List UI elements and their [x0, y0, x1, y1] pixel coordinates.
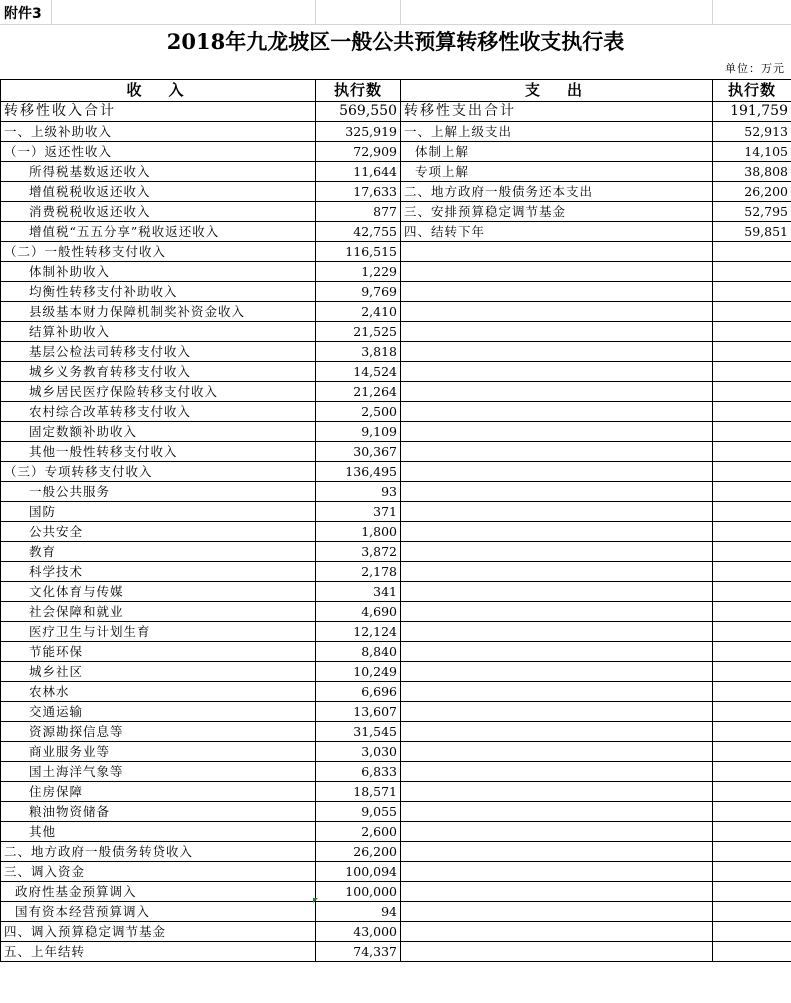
expense-amount-cell[interactable]	[713, 822, 791, 842]
table-row	[1, 802, 791, 822]
income-item-cell[interactable]: 商业服务业等	[1, 742, 316, 762]
income-amount-cell[interactable]: 42,755	[316, 222, 401, 242]
expense-amount-cell[interactable]	[713, 942, 791, 962]
income-amount-cell[interactable]: 136,495	[316, 462, 401, 482]
header-gridline-v1	[51, 0, 52, 24]
expense-item-cell[interactable]: 二、地方政府一般债务还本支出	[401, 182, 713, 202]
income-item-cell[interactable]: 科学技术	[1, 562, 316, 582]
expense-item-cell[interactable]: 转移性支出合计	[401, 102, 713, 122]
income-amount-cell[interactable]: 1,800	[316, 522, 401, 542]
income-amount-cell[interactable]: 6,696	[316, 682, 401, 702]
income-item-cell[interactable]: 国防	[1, 502, 316, 522]
income-amount-cell[interactable]: 21,264	[316, 382, 401, 402]
expense-header: 支 出	[401, 80, 713, 102]
expense-amount-cell[interactable]	[713, 502, 791, 522]
table-row	[1, 862, 791, 882]
expense-amount-cell[interactable]	[713, 282, 791, 302]
page-title: 2018年九龙坡区一般公共预算转移性收支执行表	[166, 29, 625, 54]
income-amount-cell[interactable]: 1,229	[316, 262, 401, 282]
table-row	[1, 222, 791, 242]
expense-amount-cell[interactable]	[713, 242, 791, 262]
expense-amount-cell[interactable]	[713, 682, 791, 702]
income-item-cell[interactable]: 所得税基数返还收入	[1, 162, 316, 182]
table-row	[1, 142, 791, 162]
expense-item-cell[interactable]	[401, 702, 713, 722]
table-row	[1, 122, 791, 142]
table-row	[1, 782, 791, 802]
table-row	[1, 742, 791, 762]
income-item-cell[interactable]: 国土海洋气象等	[1, 762, 316, 782]
expense-item-cell[interactable]	[401, 322, 713, 342]
cell-comment-marker	[313, 898, 318, 903]
expense-item-cell[interactable]	[401, 302, 713, 322]
income-item-cell[interactable]: （二）一般性转移支付收入	[1, 242, 316, 262]
income-amount-cell[interactable]: 6,833	[316, 762, 401, 782]
income-item-cell[interactable]: 城乡义务教育转移支付收入	[1, 362, 316, 382]
income-item-cell[interactable]: 四、调入预算稳定调节基金	[1, 922, 316, 942]
expense-item-cell[interactable]	[401, 582, 713, 602]
table-row	[1, 462, 791, 482]
income-amount-cell[interactable]: 3,872	[316, 542, 401, 562]
income-amount-cell[interactable]: 13,607	[316, 702, 401, 722]
table-row	[1, 242, 791, 262]
income-amount-cell[interactable]: 72,909	[316, 142, 401, 162]
income-item-cell[interactable]: 城乡社区	[1, 662, 316, 682]
table-row	[1, 662, 791, 682]
header-gridline-v2	[315, 0, 316, 24]
table-row	[1, 562, 791, 582]
income-item-cell[interactable]: 住房保障	[1, 782, 316, 802]
table-row	[1, 162, 791, 182]
expense-amount-cell[interactable]	[713, 842, 791, 862]
income-item-cell[interactable]: 体制补助收入	[1, 262, 316, 282]
expense-amount-cell[interactable]	[713, 342, 791, 362]
expense-item-cell[interactable]	[401, 742, 713, 762]
expense-item-cell[interactable]	[401, 782, 713, 802]
income-amount-cell[interactable]: 10,249	[316, 662, 401, 682]
income-item-cell[interactable]: 公共安全	[1, 522, 316, 542]
table-row	[1, 382, 791, 402]
table-row	[1, 842, 791, 862]
income-amount-cell[interactable]: 116,515	[316, 242, 401, 262]
income-item-cell[interactable]: 二、地方政府一般债务转贷收入	[1, 842, 316, 862]
income-item-cell[interactable]: 一般公共服务	[1, 482, 316, 502]
expense-amount-cell[interactable]	[713, 362, 791, 382]
income-amount-cell[interactable]: 3,030	[316, 742, 401, 762]
income-amount-header: 执行数	[316, 80, 401, 102]
expense-amount-cell[interactable]	[713, 322, 791, 342]
table-row	[1, 402, 791, 422]
income-amount-cell[interactable]: 2,410	[316, 302, 401, 322]
income-item-cell[interactable]: 节能环保	[1, 642, 316, 662]
income-amount-cell[interactable]: 93	[316, 482, 401, 502]
expense-amount-cell[interactable]	[713, 302, 791, 322]
income-amount-cell[interactable]: 31,545	[316, 722, 401, 742]
income-amount-cell[interactable]: 26,200	[316, 842, 401, 862]
income-item-cell[interactable]: 城乡居民医疗保险转移支付收入	[1, 382, 316, 402]
income-item-cell[interactable]: 结算补助收入	[1, 322, 316, 342]
table-row	[1, 942, 791, 962]
header-gridline	[0, 24, 791, 25]
expense-item-cell[interactable]: 一、上解上级支出	[401, 122, 713, 142]
income-item-cell[interactable]: 其他一般性转移支付收入	[1, 442, 316, 462]
income-item-cell[interactable]: 一、上级补助收入	[1, 122, 316, 142]
income-item-cell[interactable]: 三、调入资金	[1, 862, 316, 882]
expense-item-cell[interactable]	[401, 242, 713, 262]
expense-amount-cell[interactable]	[713, 422, 791, 442]
expense-amount-cell[interactable]: 59,851	[713, 222, 791, 242]
income-item-cell[interactable]: 粮油物资储备	[1, 802, 316, 822]
income-amount-cell[interactable]: 14,524	[316, 362, 401, 382]
expense-amount-cell[interactable]	[713, 482, 791, 502]
expense-item-cell[interactable]	[401, 722, 713, 742]
expense-item-cell[interactable]	[401, 482, 713, 502]
expense-amount-cell[interactable]	[713, 582, 791, 602]
income-item-cell[interactable]: 文化体育与传媒	[1, 582, 316, 602]
expense-amount-cell[interactable]	[713, 862, 791, 882]
income-item-cell[interactable]: 社会保障和就业	[1, 602, 316, 622]
table-row	[1, 322, 791, 342]
income-amount-cell[interactable]: 30,367	[316, 442, 401, 462]
table-row	[1, 262, 791, 282]
income-amount-cell[interactable]: 9,055	[316, 802, 401, 822]
expense-amount-cell[interactable]	[713, 802, 791, 822]
table-row	[1, 922, 791, 942]
expense-amount-header: 执行数	[713, 80, 791, 102]
income-amount-cell[interactable]: 100,094	[316, 862, 401, 882]
expense-item-cell[interactable]	[401, 822, 713, 842]
expense-amount-cell[interactable]	[713, 742, 791, 762]
expense-item-cell[interactable]	[401, 602, 713, 622]
expense-amount-cell[interactable]	[713, 562, 791, 582]
expense-amount-cell[interactable]	[713, 542, 791, 562]
expense-item-cell[interactable]: 体制上解	[401, 142, 713, 162]
income-amount-cell[interactable]: 100,000	[316, 882, 401, 902]
header-gridline-v3	[400, 0, 401, 24]
table-row	[1, 602, 791, 622]
expense-item-cell[interactable]	[401, 642, 713, 662]
expense-amount-cell[interactable]	[713, 722, 791, 742]
income-amount-cell[interactable]: 2,600	[316, 822, 401, 842]
income-amount-cell[interactable]: 877	[316, 202, 401, 222]
income-amount-cell[interactable]: 3,818	[316, 342, 401, 362]
table-row	[1, 582, 791, 602]
income-item-cell[interactable]: 五、上年结转	[1, 942, 316, 962]
income-item-cell[interactable]: 农林水	[1, 682, 316, 702]
expense-item-cell[interactable]	[401, 842, 713, 862]
income-amount-cell[interactable]: 12,124	[316, 622, 401, 642]
expense-amount-cell[interactable]	[713, 262, 791, 282]
income-amount-cell[interactable]: 11,644	[316, 162, 401, 182]
income-item-cell[interactable]: 增值税税收返还收入	[1, 182, 316, 202]
expense-item-cell[interactable]	[401, 682, 713, 702]
expense-amount-cell[interactable]	[713, 602, 791, 622]
table-row	[1, 482, 791, 502]
expense-amount-cell[interactable]	[713, 662, 791, 682]
table-row	[1, 542, 791, 562]
income-amount-cell[interactable]: 4,690	[316, 602, 401, 622]
expense-item-cell[interactable]	[401, 942, 713, 962]
income-amount-cell[interactable]: 9,109	[316, 422, 401, 442]
expense-item-cell[interactable]	[401, 342, 713, 362]
expense-amount-cell[interactable]	[713, 442, 791, 462]
income-item-cell[interactable]: 其他	[1, 822, 316, 842]
table-row	[1, 342, 791, 362]
expense-item-cell[interactable]	[401, 542, 713, 562]
table-header-row	[1, 80, 791, 102]
income-item-cell[interactable]: 转移性收入合计	[1, 102, 316, 122]
expense-item-cell[interactable]	[401, 882, 713, 902]
expense-amount-cell[interactable]: 38,808	[713, 162, 791, 182]
expense-amount-cell[interactable]	[713, 522, 791, 542]
income-item-cell[interactable]: 政府性基金预算调入	[1, 882, 316, 902]
expense-amount-cell[interactable]: 52,913	[713, 122, 791, 142]
expense-amount-cell[interactable]	[713, 642, 791, 662]
expense-item-cell[interactable]: 三、安排预算稳定调节基金	[401, 202, 713, 222]
income-amount-cell[interactable]: 371	[316, 502, 401, 522]
table-row	[1, 442, 791, 462]
income-item-cell[interactable]: 国有资本经营预算调入	[1, 902, 316, 922]
expense-item-cell[interactable]	[401, 362, 713, 382]
budget-table	[0, 79, 791, 962]
income-item-cell[interactable]: 均衡性转移支付补助收入	[1, 282, 316, 302]
income-amount-cell[interactable]: 8,840	[316, 642, 401, 662]
income-item-cell[interactable]: （一）返还性收入	[1, 142, 316, 162]
table-row	[1, 282, 791, 302]
expense-item-cell[interactable]	[401, 902, 713, 922]
income-amount-cell[interactable]: 2,178	[316, 562, 401, 582]
income-item-cell[interactable]: 基层公检法司转移支付收入	[1, 342, 316, 362]
table-row	[1, 202, 791, 222]
expense-amount-cell[interactable]	[713, 622, 791, 642]
expense-item-cell[interactable]	[401, 622, 713, 642]
income-amount-cell[interactable]: 2,500	[316, 402, 401, 422]
table-row	[1, 682, 791, 702]
table-row	[1, 522, 791, 542]
table-row	[1, 762, 791, 782]
expense-item-cell[interactable]	[401, 522, 713, 542]
income-item-cell[interactable]: 教育	[1, 542, 316, 562]
expense-amount-cell[interactable]	[713, 782, 791, 802]
expense-amount-cell[interactable]	[713, 462, 791, 482]
income-header: 收 入	[1, 80, 316, 102]
income-amount-cell[interactable]: 94	[316, 902, 401, 922]
expense-item-cell[interactable]	[401, 282, 713, 302]
income-item-cell[interactable]: 交通运输	[1, 702, 316, 722]
expense-amount-cell[interactable]	[713, 382, 791, 402]
expense-amount-cell[interactable]: 52,795	[713, 202, 791, 222]
table-row	[1, 902, 791, 922]
expense-item-cell[interactable]	[401, 442, 713, 462]
expense-amount-cell[interactable]	[713, 922, 791, 942]
table-row	[1, 362, 791, 382]
expense-amount-cell[interactable]: 26,200	[713, 182, 791, 202]
expense-item-cell[interactable]	[401, 502, 713, 522]
expense-item-cell[interactable]	[401, 402, 713, 422]
income-item-cell[interactable]: （三）专项转移支付收入	[1, 462, 316, 482]
table-row	[1, 882, 791, 902]
income-item-cell[interactable]: 增值税“五五分享”税收返还收入	[1, 222, 316, 242]
table-row	[1, 102, 791, 122]
annex-label: 附件3	[4, 6, 42, 22]
unit-label: 单位：万元	[725, 62, 785, 75]
expense-item-cell[interactable]	[401, 422, 713, 442]
expense-amount-cell[interactable]	[713, 882, 791, 902]
income-item-cell[interactable]: 消费税税收返还收入	[1, 202, 316, 222]
expense-amount-cell[interactable]	[713, 402, 791, 422]
income-item-cell[interactable]: 固定数额补助收入	[1, 422, 316, 442]
table-row	[1, 622, 791, 642]
income-amount-cell[interactable]: 21,525	[316, 322, 401, 342]
header-gridline-v4	[712, 0, 713, 24]
expense-amount-cell[interactable]	[713, 902, 791, 922]
income-amount-cell[interactable]: 569,550	[316, 102, 401, 122]
table-row	[1, 642, 791, 662]
table-row	[1, 702, 791, 722]
expense-item-cell[interactable]	[401, 562, 713, 582]
table-row	[1, 302, 791, 322]
income-amount-cell[interactable]: 9,769	[316, 282, 401, 302]
income-item-cell[interactable]: 资源勘探信息等	[1, 722, 316, 742]
income-amount-cell[interactable]: 17,633	[316, 182, 401, 202]
expense-item-cell[interactable]	[401, 462, 713, 482]
income-amount-cell[interactable]: 43,000	[316, 922, 401, 942]
expense-amount-cell[interactable]	[713, 702, 791, 722]
income-item-cell[interactable]: 医疗卫生与计划生育	[1, 622, 316, 642]
expense-item-cell[interactable]	[401, 862, 713, 882]
table-row	[1, 182, 791, 202]
income-amount-cell[interactable]: 325,919	[316, 122, 401, 142]
income-amount-cell[interactable]: 341	[316, 582, 401, 602]
table-row	[1, 822, 791, 842]
income-item-cell[interactable]: 农村综合改革转移支付收入	[1, 402, 316, 422]
expense-amount-cell[interactable]: 14,105	[713, 142, 791, 162]
income-item-cell[interactable]: 县级基本财力保障机制奖补资金收入	[1, 302, 316, 322]
expense-item-cell[interactable]: 专项上解	[401, 162, 713, 182]
expense-item-cell[interactable]	[401, 762, 713, 782]
expense-amount-cell[interactable]	[713, 762, 791, 782]
income-amount-cell[interactable]: 18,571	[316, 782, 401, 802]
expense-item-cell[interactable]	[401, 382, 713, 402]
table-row	[1, 502, 791, 522]
income-amount-cell[interactable]: 74,337	[316, 942, 401, 962]
table-row	[1, 722, 791, 742]
expense-item-cell[interactable]	[401, 262, 713, 282]
expense-item-cell[interactable]	[401, 802, 713, 822]
expense-item-cell[interactable]	[401, 662, 713, 682]
table-row	[1, 422, 791, 442]
expense-item-cell[interactable]: 四、结转下年	[401, 222, 713, 242]
expense-amount-cell[interactable]: 191,759	[713, 102, 791, 122]
expense-item-cell[interactable]	[401, 922, 713, 942]
